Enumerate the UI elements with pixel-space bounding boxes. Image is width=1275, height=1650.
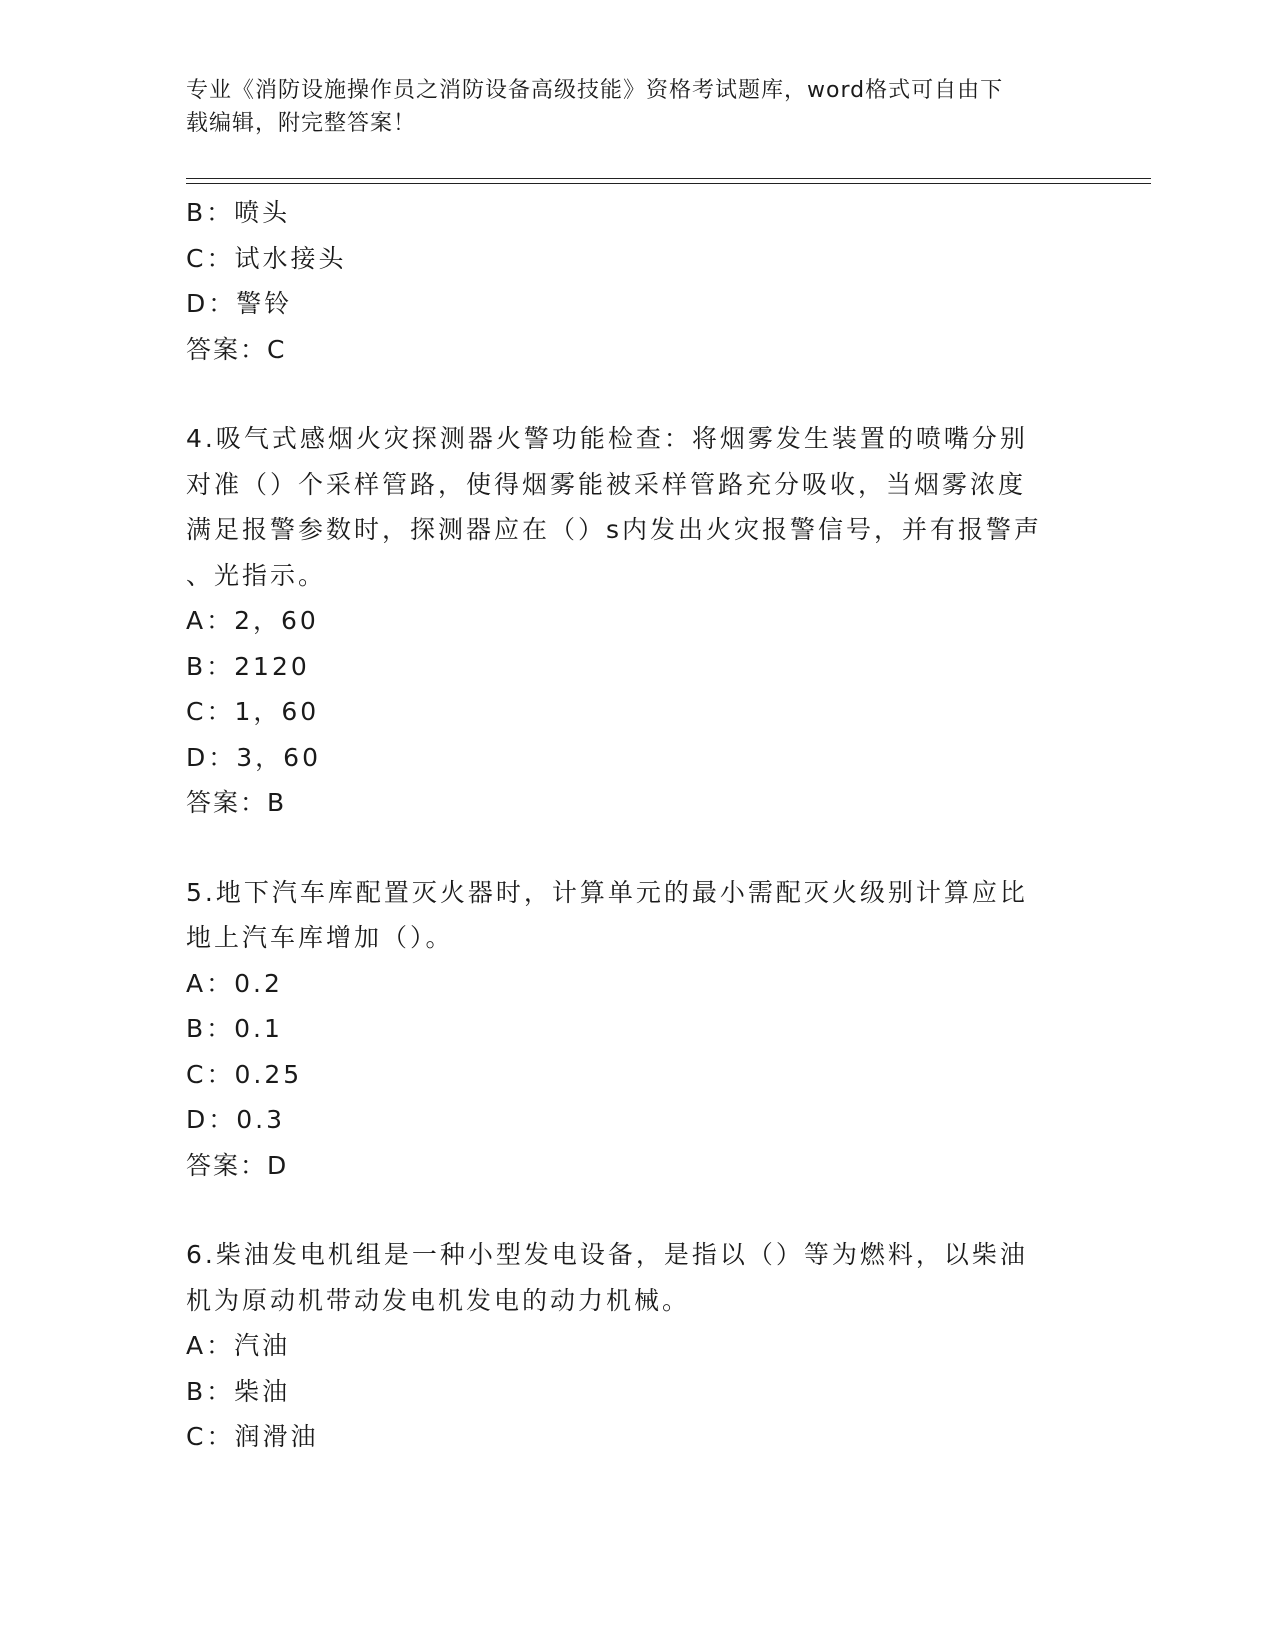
question-stem-line: 机为原动机带动发电机发电的动力机械。 <box>186 1285 691 1315</box>
option-a: A：0.2 <box>186 968 283 998</box>
answer-line: 答案：D <box>186 1150 289 1180</box>
question-stem-line: 满足报警参数时，探测器应在（）s内发出火灾报警信号，并有报警声 <box>186 515 1043 544</box>
option-d: D：0.3 <box>186 1105 286 1134</box>
question-stem-line: 地上汽车库增加（）。 <box>186 923 454 952</box>
question-content <box>186 190 1086 1460</box>
question-stem-line: 对准（）个采样管路，使得烟雾能被采样管路充分吸收，当烟雾浓度 <box>186 469 1027 499</box>
option-d: D：警铃 <box>186 289 293 318</box>
header-rule-top <box>186 178 1151 179</box>
document-header <box>186 74 1066 140</box>
header-line-2: 载编辑，附完整答案！ <box>186 111 417 136</box>
question-stem-line: 6.柴油发电机组是一种小型发电设备，是指以（）等为燃料，以柴油 <box>186 1240 1028 1269</box>
question-6 <box>186 1232 1086 1460</box>
option-c: C：1，60 <box>186 697 320 726</box>
option-b: B：喷头 <box>186 198 291 227</box>
question-4 <box>186 416 1086 826</box>
answer-line: 答案：B <box>186 788 287 817</box>
header-line-1: 专业《消防设施操作员之消防设备高级技能》资格考试题库，word格式可自由下 <box>186 78 1004 103</box>
question-stem-line: 4.吸气式感烟火灾探测器火警功能检查：将烟雾发生装置的喷嘴分别 <box>186 424 1028 453</box>
answer-line: 答案：C <box>186 334 287 364</box>
option-c: C：试水接头 <box>186 243 347 273</box>
question-stem-line: 5.地下汽车库配置灭火器时，计算单元的最小需配灭火级别计算应比 <box>186 877 1028 907</box>
header-rule-bottom <box>186 183 1151 184</box>
option-d: D：3，60 <box>186 742 321 772</box>
option-a: A：2，60 <box>186 606 319 635</box>
option-c: C：润滑油 <box>186 1422 319 1451</box>
question-3-continuation <box>186 190 1086 372</box>
option-a: A：汽油 <box>186 1331 291 1360</box>
option-b: B：0.1 <box>186 1014 283 1043</box>
question-stem-line: 、光指示。 <box>186 560 327 590</box>
option-b: B：柴油 <box>186 1376 291 1406</box>
question-5 <box>186 870 1086 1189</box>
option-c: C：0.25 <box>186 1059 303 1089</box>
option-b: B：2120 <box>186 651 310 681</box>
